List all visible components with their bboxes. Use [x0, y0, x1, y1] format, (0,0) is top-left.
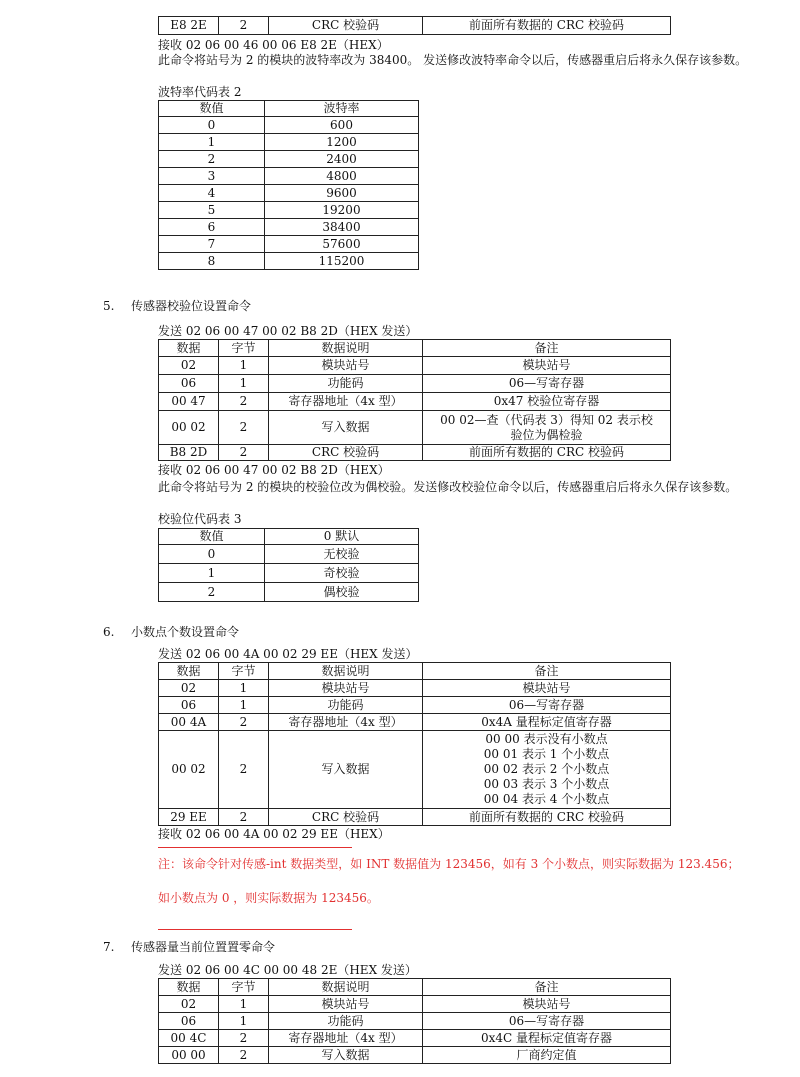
receive-line: 接收 02 06 00 47 00 02 B8 2D（HEX）: [158, 463, 390, 477]
cell: 2: [219, 1047, 269, 1064]
cell: 06—写寄存器: [423, 697, 671, 714]
cell: 7: [159, 236, 265, 253]
sec6-command-table: [158, 662, 671, 826]
sec5-command-table: [158, 339, 671, 461]
cell: 38400: [265, 219, 419, 236]
cell: 06—写寄存器: [423, 375, 671, 393]
cell: 00 02—查（代码表 3）得知 02 表示校验位为偶检验: [423, 411, 671, 445]
sec7-command-table: [158, 978, 671, 1064]
note-line: 00 04 表示 4 个小数点: [483, 792, 610, 806]
header-cell: 字节: [219, 979, 269, 996]
cell: 模块站号: [269, 996, 423, 1013]
section-title: 小数点个数设置命令: [131, 625, 240, 639]
cell: 8: [159, 253, 265, 270]
cell: 厂商约定值: [423, 1047, 671, 1064]
header-cell: 备注: [423, 663, 671, 680]
cell: 1: [219, 996, 269, 1013]
cell: 前面所有数据的 CRC 校验码: [423, 17, 671, 35]
cell: 4800: [265, 168, 419, 185]
header-cell: 0 默认: [265, 529, 419, 545]
cell: 1200: [265, 134, 419, 151]
send-line: 发送 02 06 00 47 00 02 B8 2D（HEX 发送）: [158, 324, 418, 338]
cell: 寄存器地址（4x 型）: [269, 714, 423, 731]
cell: 06: [159, 697, 219, 714]
cell: 115200: [265, 253, 419, 270]
cell: 0x47 校验位寄存器: [423, 393, 671, 411]
note-line: 00 01 表示 1 个小数点: [483, 747, 610, 761]
cell: 模块站号: [269, 357, 423, 375]
cell: 29 EE: [159, 809, 219, 826]
header-cell: 数据说明: [269, 663, 423, 680]
cell: 2400: [265, 151, 419, 168]
header-cell: 备注: [423, 340, 671, 357]
section-number: 5.: [103, 299, 115, 313]
cell: 02: [159, 357, 219, 375]
cell: 19200: [265, 202, 419, 219]
cell: 0x4C 量程标定值寄存器: [423, 1030, 671, 1047]
table-title: 校验位代码表 3: [158, 512, 242, 526]
receive-line: 接收 02 06 00 46 00 06 E8 2E（HEX）: [158, 38, 389, 52]
cell: 模块站号: [269, 680, 423, 697]
baud-code-table: [158, 100, 419, 270]
cell: 2: [219, 445, 269, 461]
header-cell: 字节: [219, 663, 269, 680]
cell: 寄存器地址（4x 型）: [269, 393, 423, 411]
cell: 57600: [265, 236, 419, 253]
cell: 2: [219, 714, 269, 731]
header-cell: 波特率: [265, 101, 419, 117]
header-cell: 数据: [159, 663, 219, 680]
cell: 偶校验: [265, 583, 419, 602]
cell: 1: [219, 697, 269, 714]
cell: 功能码: [269, 1013, 423, 1030]
cell: CRC 校验码: [269, 445, 423, 461]
cell: 1: [219, 375, 269, 393]
header-cell: 数据: [159, 979, 219, 996]
cell: 2: [159, 583, 265, 602]
cell: 前面所有数据的 CRC 校验码: [423, 445, 671, 461]
cell: B8 2D: [159, 445, 219, 461]
cell: 2: [159, 151, 265, 168]
header-cell: 字节: [219, 340, 269, 357]
cell: 600: [265, 117, 419, 134]
cell: CRC 校验码: [269, 809, 423, 826]
cell: 写入数据: [269, 731, 423, 809]
cell: 5: [159, 202, 265, 219]
cell: 1: [219, 357, 269, 375]
cell: 06: [159, 375, 219, 393]
cell: 2: [219, 393, 269, 411]
cell: 1: [219, 680, 269, 697]
cell: 06: [159, 1013, 219, 1030]
cell: 00 47: [159, 393, 219, 411]
cell: 奇校验: [265, 564, 419, 583]
decimal-notes-cell: [423, 731, 671, 809]
cell: 1: [219, 1013, 269, 1030]
cell: 1: [159, 564, 265, 583]
cell: 02: [159, 996, 219, 1013]
cell: 02: [159, 680, 219, 697]
cell: 2: [219, 411, 269, 445]
cell: E8 2E: [159, 17, 219, 35]
cell: 2: [219, 731, 269, 809]
send-line: 发送 02 06 00 4C 00 00 48 2E（HEX 发送）: [158, 963, 417, 977]
cell: 3: [159, 168, 265, 185]
cell: 00 00: [159, 1047, 219, 1064]
parity-code-table: [158, 528, 419, 602]
cell: 模块站号: [423, 680, 671, 697]
cell: 功能码: [269, 697, 423, 714]
divider: [158, 847, 352, 848]
note-line: 00 02 表示 2 个小数点: [483, 762, 610, 776]
section-title: 传感器量当前位置置零命令: [131, 940, 276, 954]
header-cell: 数据说明: [269, 340, 423, 357]
send-line: 发送 02 06 00 4A 00 02 29 EE（HEX 发送）: [158, 647, 418, 661]
cell: 0x4A 量程标定值寄存器: [423, 714, 671, 731]
cell: 模块站号: [423, 357, 671, 375]
header-cell: 数据: [159, 340, 219, 357]
note-line: 00 03 表示 3 个小数点: [483, 777, 610, 791]
cell: 功能码: [269, 375, 423, 393]
cell: 2: [219, 1030, 269, 1047]
baud-note: 此命令将站号为 2 的模块的波特率改为 38400。 发送修改波特率命令以后，传感器重启后将永久保存该参数。: [158, 53, 748, 67]
note-line: 00 00 表示没有小数点: [485, 732, 608, 746]
cell: 模块站号: [423, 996, 671, 1013]
cell: 0: [159, 117, 265, 134]
cell: 1: [159, 134, 265, 151]
divider: [158, 929, 352, 930]
section-number: 7.: [103, 940, 115, 954]
table-title: 波特率代码表 2: [158, 85, 242, 99]
prev-table: [158, 16, 671, 35]
cell: 寄存器地址（4x 型）: [269, 1030, 423, 1047]
sec5-note: 此命令将站号为 2 的模块的校验位改为偶校验。发送修改校验位命令以后，传感器重启后将永久保存该参数。: [158, 480, 738, 494]
cell: CRC 校验码: [269, 17, 423, 35]
header-cell: 数值: [159, 101, 265, 117]
cell: 00 4C: [159, 1030, 219, 1047]
cell: 06—写寄存器: [423, 1013, 671, 1030]
cell: 00 02: [159, 411, 219, 445]
cell: 9600: [265, 185, 419, 202]
cell: 无校验: [265, 545, 419, 564]
header-cell: 数据说明: [269, 979, 423, 996]
receive-line: 接收 02 06 00 4A 00 02 29 EE（HEX）: [158, 827, 390, 841]
section-title: 传感器校验位设置命令: [131, 299, 252, 313]
cell: 写入数据: [269, 1047, 423, 1064]
cell: 0: [159, 545, 265, 564]
cell: 6: [159, 219, 265, 236]
red-note: 注：该命令针对传感-int 数据类型，如 INT 数据值为 123456，如有 3 个小数点，则实际数据为 123.456；: [158, 857, 740, 871]
section-number: 6.: [103, 625, 115, 639]
cell: 前面所有数据的 CRC 校验码: [423, 809, 671, 826]
cell: 00 02: [159, 731, 219, 809]
cell: 写入数据: [269, 411, 423, 445]
cell: 2: [219, 17, 269, 35]
cell: 4: [159, 185, 265, 202]
cell: 2: [219, 809, 269, 826]
cell: 00 4A: [159, 714, 219, 731]
header-cell: 备注: [423, 979, 671, 996]
red-note: 如小数点为 0 ，则实际数据为 123456。: [158, 891, 379, 905]
header-cell: 数值: [159, 529, 265, 545]
